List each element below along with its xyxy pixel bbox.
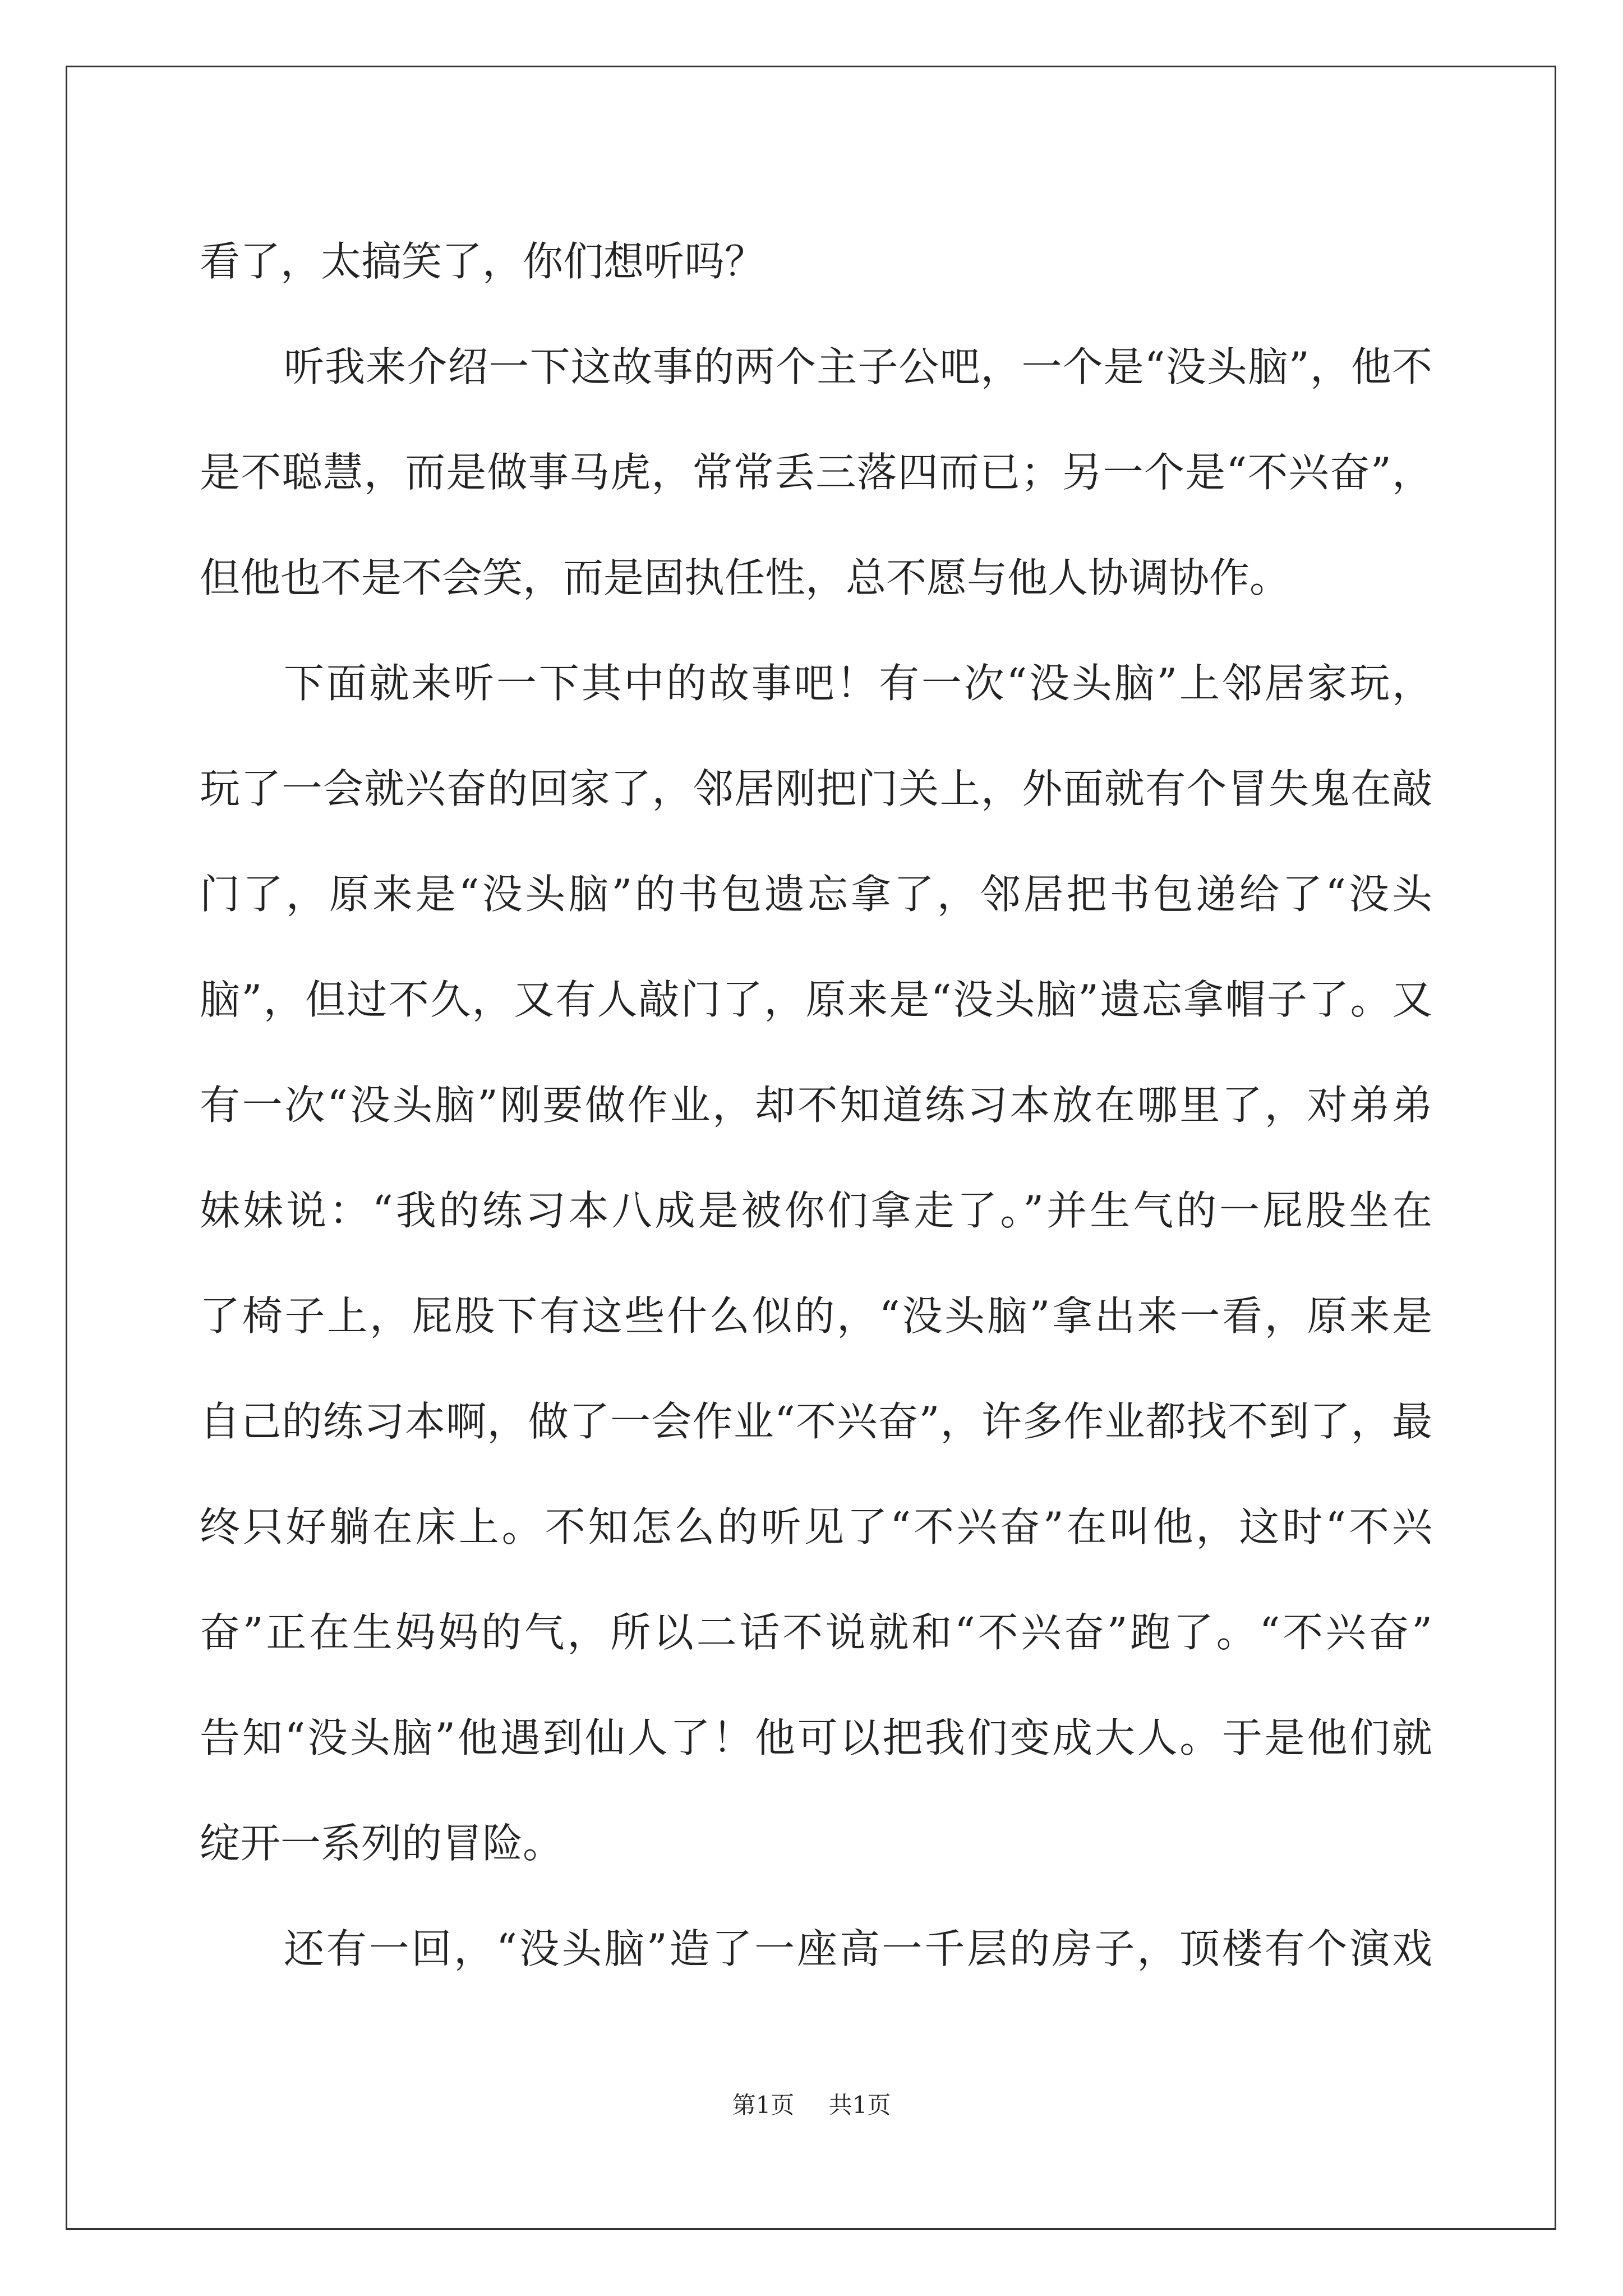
page-footer <box>0 2087 1623 2120</box>
text-line: 绽开一系列的冒险。 <box>200 1820 564 1867</box>
paragraph-line: 听我来介绍一下这故事的两个主子公吧，一个是“没头脑”，他不 <box>284 343 1432 390</box>
paragraph-line: 下面就来听一下其中的故事吧！有一次“没头脑”上邻居家玩， <box>284 660 1432 707</box>
paragraph-line: 还有一回，“没头脑”造了一座高一千层的房子，顶楼有个演戏 <box>284 1925 1432 1972</box>
text-line: 奋”正在生妈妈的气，所以二话不说就和“不兴奋”跑了。“不兴奋” <box>200 1609 1432 1656</box>
text-line: 脑”，但过不久，又有人敲门了，原来是“没头脑”遗忘拿帽子了。又 <box>200 976 1432 1023</box>
text-line: 看了，太搞笑了，你们想听吗？ <box>200 238 766 285</box>
text-line: 玩了一会就兴奋的回家了，邻居刚把门关上，外面就有个冒失鬼在敲 <box>200 765 1432 812</box>
text-line: 有一次“没头脑”刚要做作业，却不知道练习本放在哪里了，对弟弟 <box>200 1082 1432 1129</box>
text-line: 自己的练习本啊，做了一会作业“不兴奋”，许多作业都找不到了，最 <box>200 1398 1432 1445</box>
text-line: 了椅子上，屁股下有这些什么似的，“没头脑”拿出来一看，原来是 <box>200 1292 1432 1340</box>
text-line: 终只好躺在床上。不知怎么的听见了“不兴奋”在叫他，这时“不兴 <box>200 1503 1432 1550</box>
text-line: 妹妹说：“我的练习本八成是被你们拿走了。”并生气的一屁股坐在 <box>200 1187 1432 1234</box>
page-total: 共1页 <box>828 2091 891 2119</box>
text-line: 告知“没头脑”他遇到仙人了！他可以把我们变成大人。于是他们就 <box>200 1714 1432 1761</box>
text-line: 门了，原来是“没头脑”的书包遗忘拿了，邻居把书包递给了“没头 <box>200 871 1432 918</box>
page-number: 第1页 <box>732 2091 795 2119</box>
document-body <box>200 209 1432 2001</box>
text-line: 但他也不是不会笑，而是固执任性，总不愿与他人协调协作。 <box>200 554 1290 601</box>
text-line: 是不聪慧，而是做事马虎，常常丢三落四而已；另一个是“不兴奋”， <box>200 449 1432 496</box>
